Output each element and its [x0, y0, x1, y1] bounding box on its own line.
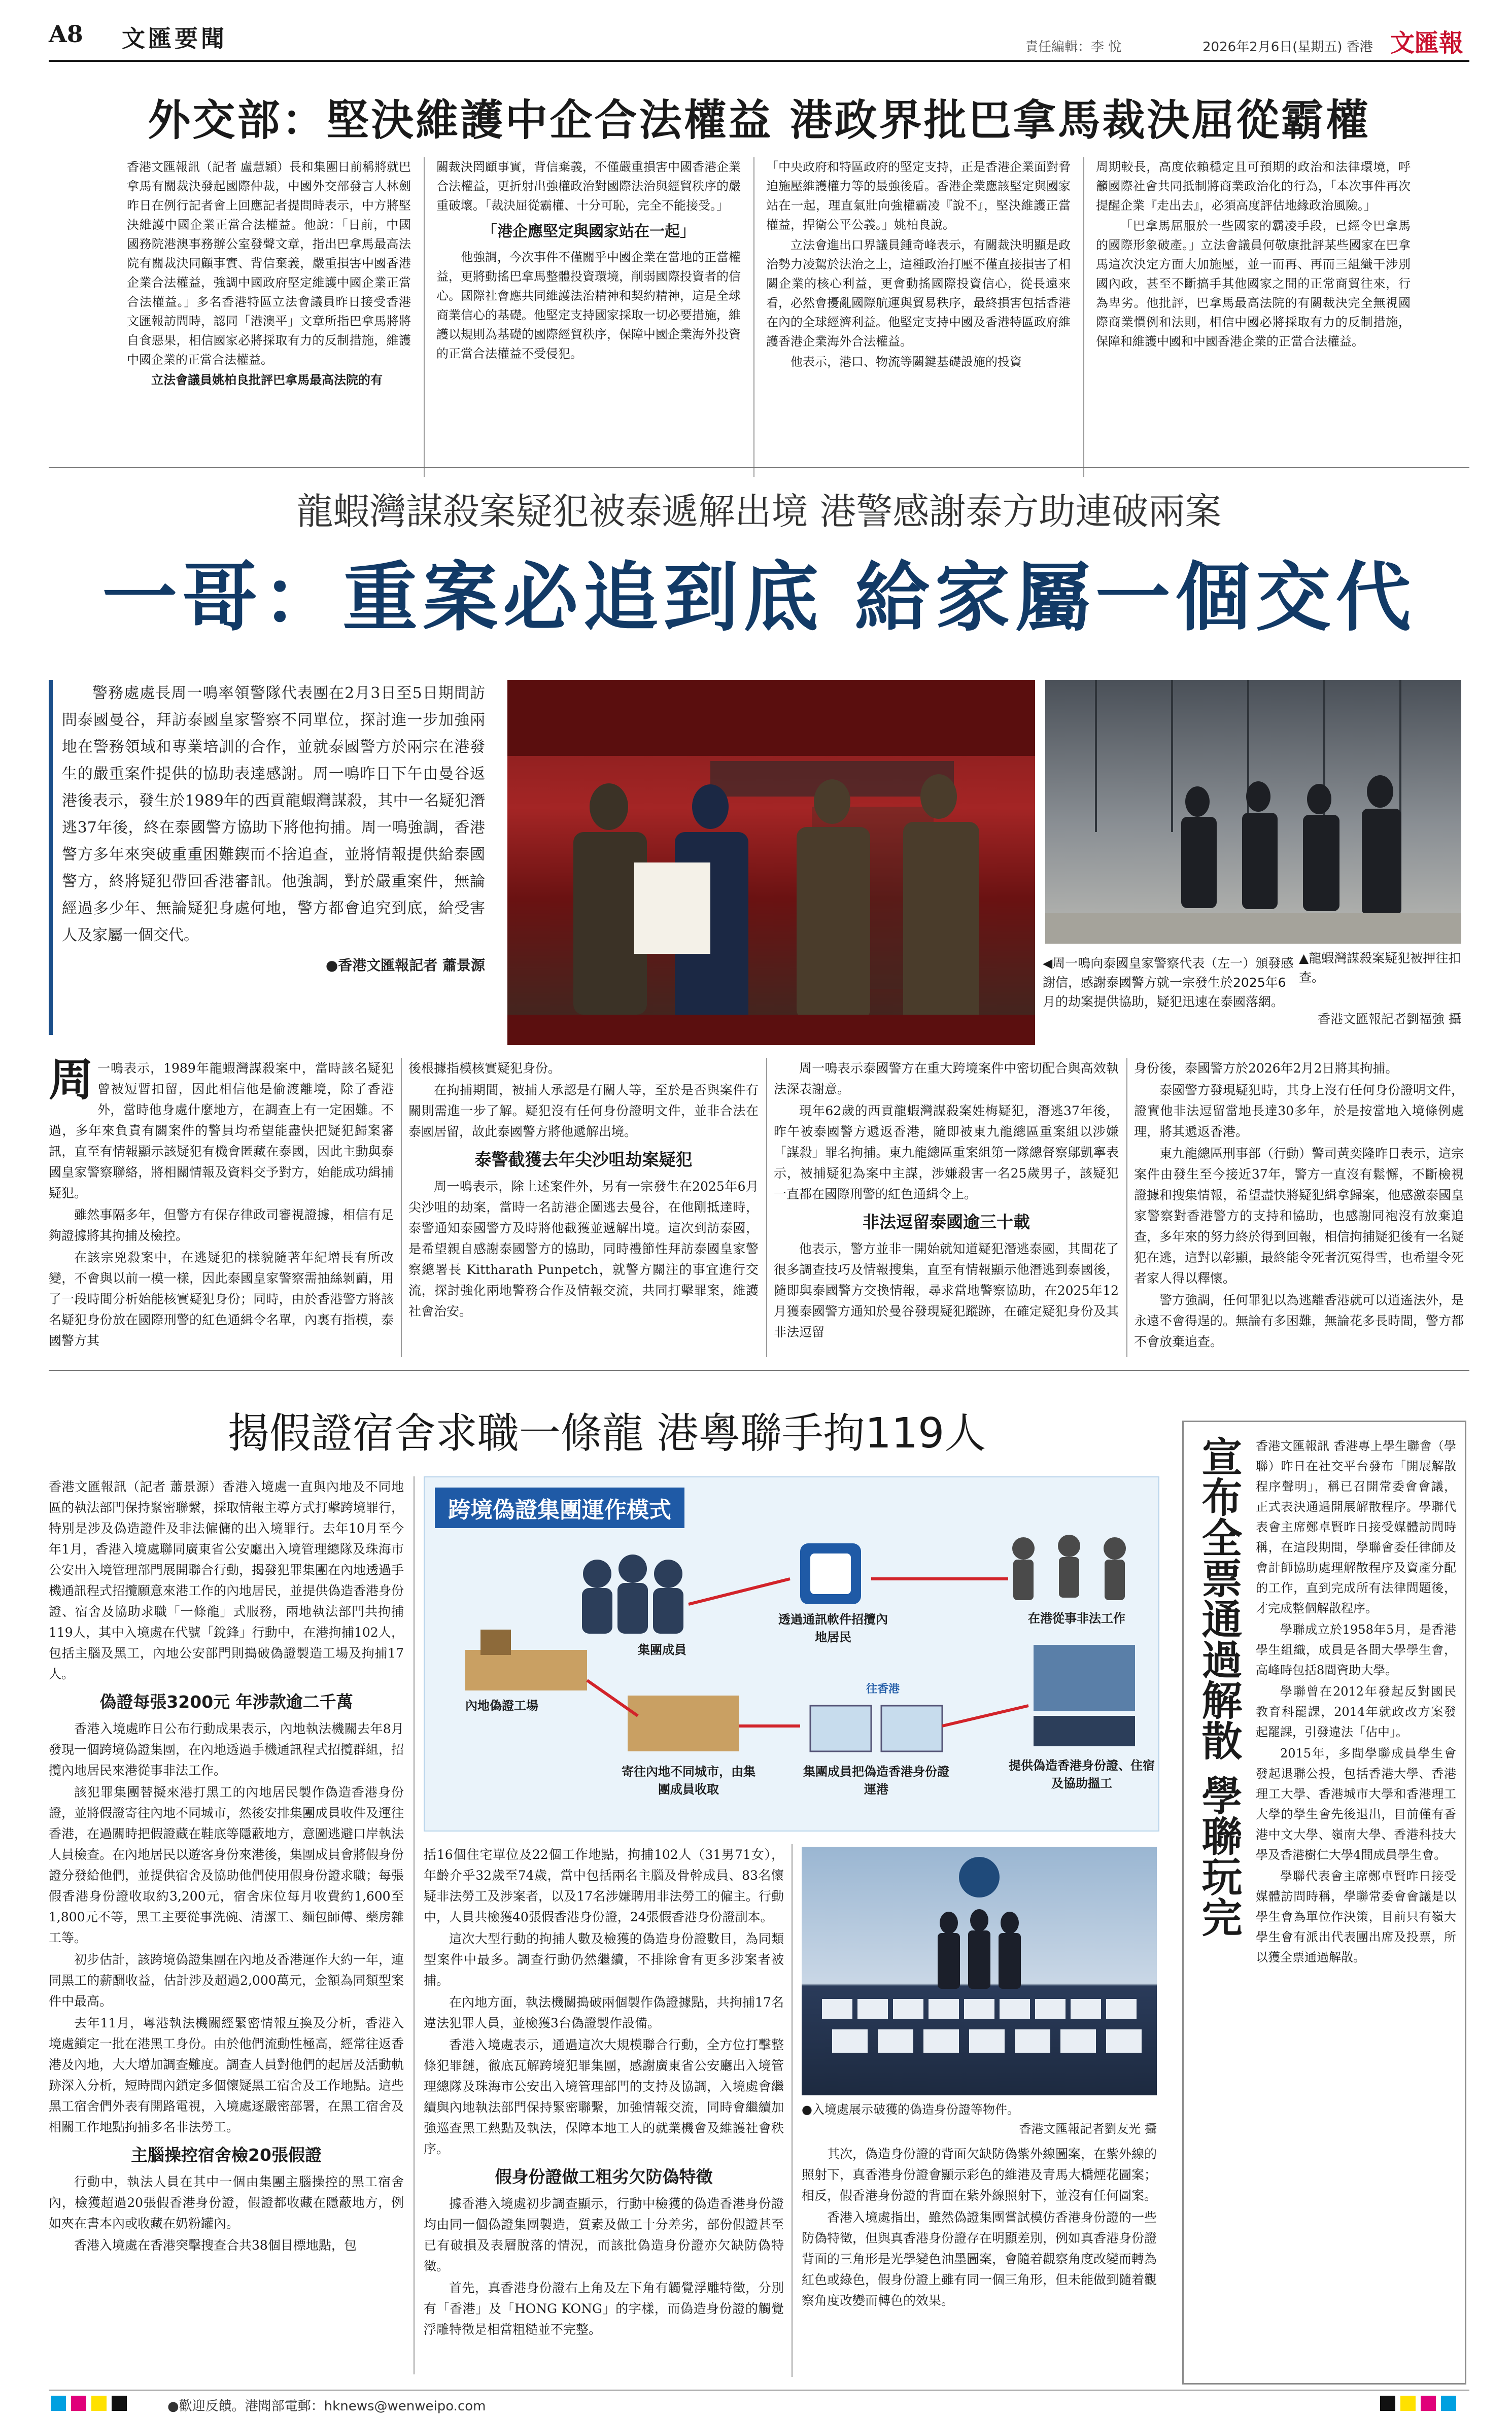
- story2-col2-subhead: 泰警截獲去年尖沙咀劫案疑犯: [474, 1150, 693, 1169]
- story2-col1-para3: 在該宗兇殺案中，在逃疑犯的樣貌隨著年紀增長有所改變，不會與以前一模一樣，因此泰國皇家警察需抽絲剝繭，用了一段時間分析始能核實疑犯身份；同時，由於香港警方將該名疑犯身份放在國際刑警的紅色通緝令名單，內裏有指模，泰國警方其: [49, 1250, 394, 1348]
- infographic-title: 跨境偽證集團運作模式: [435, 1488, 684, 1528]
- story3-col1-para3: 該犯罪集團替擬來港打黑工的內地居民製作偽造香港身份證，並將假證寄往內地不同城市，然後安排集團成員收件及運往香港，在過關時把假證藏在鞋底等隱蔽地方，意圖逃避口岸執法人員檢查。在內地居民以遊客身份來港後，集團成員會將假身份證分發給他們，並提供宿舍及協助他們使用假身份證求職；每張假香港身份證收取約3,200元，宿舍床位每月收費約1,600至1,800元不等，黑工主要從事洗碗、清潔工、麵包師傅、藥房雜工等。: [49, 1785, 404, 1945]
- story4-headline: 宣布全票通過解散 學聯玩完: [1195, 1436, 1242, 1937]
- story3-col2-para6: 首先，真香港身份證右上角及左下角有觸覺浮雕特徵，分別有「香港」及「HONG KONG」的字樣，而偽造身份證的觸覺浮雕特徵是相當粗糙並不完整。: [424, 2281, 784, 2337]
- info-label-recruit: 透過通訊軟件招攬內地居民: [778, 1612, 888, 1644]
- story2-dropcap: 周: [49, 1058, 94, 1106]
- story4-para2: 學聯成立於1958年5月，是香港學生組織，成員是各間大學學生會，高峰時包括8間資助大學。: [1256, 1622, 1456, 1677]
- story2-col2-para2: 在拘捕期間，被捕人承認是有關人等，至於是否與案件有關則需進一步了解。疑犯沒有任何身份證明文件，並非合法在泰國居留，故此泰國警方將他遞解出境。: [408, 1083, 759, 1139]
- color-bar-cyan-2: [1441, 2396, 1456, 2411]
- story4-para3: 學聯曾在2012年發起反對國民教育科罷課，2014年就政改方案發起罷課，引發違法「佔中」。: [1256, 1684, 1456, 1739]
- story3-col2-para2: 這次大型行動的拘捕人數及檢獲的偽造身份證數目，為同類型案件中最多。調查行動仍然繼續，不排除會有更多涉案者被捕。: [424, 1931, 784, 1988]
- story3-col1-para4: 初步估計，該跨境偽證集團在內地及香港運作大約一年，連同黑工的薪酬收益，估計涉及超過2,000萬元，金額為同類型案件中最高。: [49, 1952, 404, 2009]
- story3-col1-subhead: 偽證每張3200元 年涉款逾二千萬: [99, 1692, 353, 1712]
- story1-col1: [127, 157, 411, 482]
- press-scene: [802, 1847, 1157, 2095]
- story1-col3-text-a: 「中央政府和特區政府的堅定支持，正是香港企業面對脅迫施壓維護權力等的最強後盾。香港企業應該堅定與國家站在一起，理直氣壯向強權霸凌『說不』，堅決維護正當權益，捍衛公平公義。」姚柏良說。: [766, 160, 1071, 232]
- story3-col2-para4: 香港入境處表示，通過這次大規模聯合行動，全方位打擊整條犯罪鏈，徹底瓦解跨境犯罪集團，感謝廣東省公安廳出入境管理總隊及珠海市公安出入境管理部門的支持及協調，入境處會繼續與內地執法部門保持緊密聯繫，加強情報交流，同時會繼續加強巡查黑工熱點及執法，保障本地工人的就業機會及維護社會秩序。: [424, 2038, 784, 2156]
- story2-col1-text: 一鳴表示，1989年龍蝦灣謀殺案中，當時該名疑犯曾被短暫扣留，因此相信他是偷渡離境，除了香港外，當時他身處什麼地方，在調查上有一定困難。不過，多年來負責有關案件的警員均希望能盡快把疑犯歸案審訊，直至有情報顯示該疑犯有機會匿藏在泰國，因此主動與泰國皇家警察聯絡，將相關情報及資料交予對方，始能成功緝捕疑犯。: [49, 1061, 394, 1200]
- story2-col3-para3: 他表示，警方並非一開始就知道疑犯潛逃泰國，其間花了很多調查技巧及情報搜集，直至有情報顯示他潛逃到泰國後，隨即與泰國警方交換情報，尋求當地警察協助，在2025年12月獲泰國警方通知於曼谷發現疑犯蹤跡，在確定疑犯身份及其非法逗留: [774, 1241, 1119, 1339]
- info-label-mail: 寄往內地不同城市，由集團成員收取: [622, 1765, 755, 1797]
- story4-para1: 香港文匯報訊 香港專上學生聯會（學聯）昨日在社交平台發布「開展解散程序聲明」，稱已召開常委會會議，正式表決通過開展解散程序。學聯代表會主席鄭卓賢昨日接受媒體訪問時稱，在這段期間，學聯會委任律師及會計師協助處理解散程序及資產分配的工作，直到完成所有法律問題後，才完成整個解散程序。: [1256, 1439, 1456, 1615]
- story2-col2: [408, 1058, 759, 1372]
- story2-col3-subhead: 非法逗留泰國逾三十載: [863, 1212, 1030, 1232]
- story2-headline: 一哥：重案必追到底 給家屬一個交代: [102, 553, 1416, 641]
- footer-feedback: ●歡迎反饋。港聞部電郵：hknews@wenweipo.com: [167, 2399, 486, 2414]
- story1-divider-2: [753, 157, 754, 477]
- story1-col2-text-a: 關裁決罔顧事實，背信棄義，不僅嚴重損害中國香港企業合法權益，更折射出強權政治對國際法治與經貿秩序的嚴重破壞。「裁決屈從霸權、十分可恥，完全不能接受。」: [436, 160, 741, 213]
- masthead-rule: [49, 60, 1469, 62]
- footer-rule: [49, 2390, 1469, 2391]
- story3-divider-2: [792, 1844, 793, 2377]
- story3-col1-para2: 香港入境處昨日公布行動成果表示，內地執法機關去年8月發現一個跨境偽證集團，在內地透過手機通訊程式招攬群組，招攬內地居民來港從事非法工作。: [49, 1721, 404, 1778]
- info-label-factory: 內地偽證工場: [465, 1699, 538, 1713]
- story1-col3-text-b: 立法會進出口界議員鍾奇峰表示，有關裁決明顯是政治勢力凌駕於法治之上，這種政治打壓不僅直接損害了相關企業的核心利益，更會動搖國際投資信心，從長遠來看，必然會擾亂國際航運與貿易秩序，最終損害包括香港在內的全球經濟利益。他堅定支持中國及香港特區政府維護香港企業海外合法權益。: [766, 238, 1071, 349]
- story1-col3-text-c: 他表示，港口、物流等關鍵基礎設施的投資: [791, 355, 1022, 369]
- story1-divider-1: [424, 157, 425, 477]
- info-label-gang: 集團成員: [638, 1643, 686, 1657]
- story3-headline: 揭假證宿舍求職一條龍 港粵聯手拘119人: [227, 1409, 986, 1458]
- color-bar-cyan: [51, 2396, 66, 2411]
- story3-col3-para1: 其次，偽造身份證的背面欠缺防偽紫外線圖案，在紫外線的照射下，真香港身份證會顯示彩色的維港及青馬大橋煙花圖案；相反，假香港身份證的背面在紫外線照射下，並沒有任何圖案。: [802, 2147, 1157, 2203]
- story3-infographic: [424, 1476, 1159, 1832]
- story2-col4-para1: 身份後，泰國警方於2026年2月2日將其拘捕。: [1134, 1061, 1398, 1076]
- story4-body: [1256, 1436, 1456, 2379]
- story3-photo-credit: 香港文匯報記者劉友光 攝: [1019, 2122, 1157, 2136]
- story1-bottom-rule: [49, 467, 1469, 468]
- story2-byline: ●香港文匯報記者 蕭景源: [325, 957, 485, 974]
- story2-photo2-credit: 香港文匯報記者劉福強 攝: [1318, 1012, 1461, 1026]
- story2-col4: [1134, 1058, 1464, 1372]
- story2-lead-text: 警務處處長周一鳴率領警隊代表團在2月3日至5日期間訪問泰國曼谷，拜訪泰國皇家警察不同單位，探討進一步加強兩地在警務領域和專業培訓的合作，並就泰國警方於兩宗在港發生的嚴重案件提供的協助表達感謝。周一鳴昨日下午由曼谷返港後表示，發生於1989年的西貢龍蝦灣謀殺，其中一名疑犯潛逃37年後，終在泰國警方協助下將他拘捕。周一鳴強調，香港警方多年來突破重重困難鍥而不捨追查，並將情報提供給泰國警方，終將疑犯帶回香港審訊。他強調，對於嚴重案件，無論經過多少年、無論疑犯身處何地，警方都會追究到底，給受害人及家屬一個交代。: [62, 684, 485, 944]
- ceremony-scene: [507, 680, 1035, 1045]
- info-label-stamp: 往香港: [866, 1683, 900, 1696]
- story2-col1: [49, 1058, 394, 1372]
- editor-credit: 責任編輯：李 悅: [1025, 40, 1122, 55]
- color-bar-yellow-2: [1400, 2396, 1416, 2411]
- story2-escort-photo: [1045, 680, 1461, 944]
- story1-col2: [436, 157, 741, 482]
- story3-col2-para3: 在內地方面，執法機關搗破兩個製作偽證據點，共拘捕17名違法犯罪人員，並檢獲3台偽證製作設備。: [424, 1995, 784, 2030]
- story2-lead: [49, 680, 485, 1035]
- story2-bottom-rule: [49, 1370, 1469, 1371]
- info-label-smuggle: 集團成員把偽造香港身份證運港: [803, 1765, 949, 1797]
- story2-ceremony-photo: [507, 680, 1035, 1045]
- story2-col3-para1: 周一鳴表示泰國警方在重大跨境案件中密切配合與高效執法深表謝意。: [774, 1061, 1119, 1096]
- story3-col1-para1: 香港文匯報訊（記者 蕭景源）香港入境處一直與內地及不同地區的執法部門保持緊密聯繫，採取情報主導方式打擊跨境罪行，特別是涉及偽造證件及非法僱傭的出入境罪行。去年10月至今年1月，香港入境處聯同廣東省公安廳出入境管理總隊及珠海市公安出入境管理部門展開聯合行動，揭發犯罪集團在內地透過手機通訊程式招攬願意來港工作的內地居民，並提供偽造香港身份證、宿舍及協助求職「一條龍」式服務，兩地執法部門共拘捕119人，其中入境處在代號「銳鋒」行動中，在港拘捕102人，包括主腦及黑工，內地公安部門則搗破偽證製造工場及拘捕17人。: [49, 1479, 404, 1681]
- story2-col1-para2: 雖然事隔多年，但警方有保存律政司審視證據，相信有足夠證據將其拘捕及檢控。: [49, 1207, 394, 1243]
- story1-col1-text: 香港文匯報訊（記者 盧慧穎）長和集團日前稱將就巴拿馬有關裁決發起國際仲裁，中國外交部發言人林劍昨日在例行記者會上回應記者提問時表示，中方將堅決維護中國企業正當合法權益。他說：「日前，中國國務院港澳事務辦公室發聲文章，指出巴拿馬最高法院有關裁決同顧事實、背信棄義，嚴重損害中國香港企業合法權益，強調中國政府堅定維護中國企業正當合法權益。」多名香港特區立法會議員昨日接受香港文匯報訪問時，認同「港澳平」文章所指巴拿馬將將自食惡果，相信國家必將採取有力的反制措施，維護中國企業的正當合法權益。: [127, 160, 411, 367]
- story1-col1-tail: [127, 370, 411, 390]
- story2-divider-2: [766, 1058, 767, 1357]
- story3-col1-para5: 去年11月，粵港執法機關經緊密情報互換及分析，香港入境處鎖定一批在港黑工身份。由於他們流動性極高，經常往返香港及內地，大大增加調查難度。調查人員對他們的起居及活動軌跡深入分析，短時間內鎖定多個懷疑黑工宿舍及工作地點。這些黑工宿舍們外表有開路電視，入境處逐嚴密部署，在黑工宿舍及相關工作地點拘捕多名非法勞工。: [49, 2016, 404, 2134]
- story3-press-photo: [802, 1847, 1157, 2095]
- story1-col4: [1096, 157, 1411, 482]
- story2-col4-para3: 東九龍總區刑事部（行動）警司黃奕隆昨日表示，這宗案件由發生至今接近37年，警方一直沒有鬆懈，不斷檢視證據和搜集情報，希望盡快將疑犯緝拿歸案，他感激泰國皇家警察對香港警方的支持和協助，也感謝同袍沒有放棄追查，多年來的努力終於得到回報，相信拘捕疑犯後有一名疑犯在逃，這對以彰顯，最終能令死者沉冤得雪，也希望令死者家人得以釋懷。: [1134, 1146, 1464, 1286]
- story3-divider-1: [414, 1476, 415, 2374]
- color-bar-magenta-2: [1421, 2396, 1436, 2411]
- story2-col2-para1: 後根據指模核實疑犯身份。: [408, 1061, 561, 1076]
- story2-col4-para4: 警方強調，任何罪犯以為逃離香港就可以逍遙法外，是永遠不會得逞的。無論有多困難，無論花多長時間，警方都不會放棄追查。: [1134, 1293, 1464, 1349]
- story2-col2-para3: 周一鳴表示，除上述案件外，另有一宗發生在2025年6月尖沙咀的劫案，當時一名訪港企圖逃去曼谷，在他剛抵達時，泰警通知泰國警方及時將他截獲並遞解出境。這次到訪泰國，是希望親自感謝泰國警方的協助，同時禮節性拜訪泰國皇家警察總署長 Kittharath Punpetch，就警方關注的事宜進行交流，探討強化兩地警務合作及情報交流，共同打擊罪案，維護社會治安。: [408, 1179, 759, 1319]
- story1-headline: 外交部：堅決維護中企合法權益 港政界批巴拿馬裁決屈從霸權: [148, 95, 1370, 145]
- section-title: 文匯要聞: [122, 25, 227, 52]
- story2-divider-3: [1126, 1058, 1127, 1357]
- story2-photo2-caption: ▲龍蝦灣謀殺案疑犯被押往扣查。: [1299, 951, 1461, 985]
- story1-divider-3: [1083, 157, 1084, 477]
- color-bar-black: [112, 2396, 127, 2411]
- story1-col2-subhead: 「港企應堅定與國家站在一起」: [482, 223, 695, 240]
- story3-photo-caption: ●入境處展示破獲的偽造身份證等物件。: [802, 2102, 1019, 2117]
- story1-col1-tail-text: 立法會議員姚柏良批評巴拿馬最高法院的有: [151, 373, 383, 387]
- story2-kicker: 龍蝦灣謀殺案疑犯被泰遞解出境 港警感謝泰方助連破兩案: [296, 490, 1222, 533]
- story3-col1-para6: 行動中，執法人員在其中一個由集團主腦操控的黑工宿舍內，檢獲超過20張假香港身份證，假證都收藏在隱蔽地方，例如夾在書本內或收藏在奶粉罐內。: [49, 2174, 404, 2231]
- story3-col2-para5: 據香港入境處初步調查顯示，行動中檢獲的偽造香港身份證均由同一個偽證集團製造，質素及做工十分差劣，部份假證甚至已有破損及表層脫落的情況，而該批偽造身份證亦欠缺防偽特徵。: [424, 2196, 784, 2273]
- story3-col1: [49, 1476, 404, 2385]
- info-label-work: 在港從事非法工作: [1028, 1611, 1125, 1626]
- story1-col4-text-a: 周期較長，高度依賴穩定且可預期的政治和法律環境，呼籲國際社會共同抵制將商業政治化的行為，「本次事件再次提醒企業『走出去』，必須高度評估地緣政治風險。」: [1096, 160, 1411, 213]
- story2-col3-para2: 現年62歲的西貢龍蝦灣謀殺案姓梅疑犯，潛逃37年後，昨午被泰國警方遞返香港，隨即被東九龍總區重案組以涉嫌「謀殺」罪名拘捕。東九龍總區重案組第一隊總督察鄔凱寧表示，被捕疑犯為案中主謀，涉嫌殺害一名25歲男子，該疑犯一直都在國際刑警的紅色通緝令上。: [774, 1103, 1119, 1201]
- story3-col1-para7: 香港入境處在香港突擊搜查合共38個目標地點，包: [74, 2238, 357, 2253]
- story3-col2-subhead: 假身份證做工粗劣欠防偽特徵: [495, 2167, 713, 2187]
- story2-col1-para1: [49, 1058, 394, 1203]
- story1-col3: [766, 157, 1071, 482]
- story3-col2: [424, 1844, 784, 2387]
- story2-photo1-caption: ◀周一鳴向泰國皇家警察代表（左一）頒發感謝信，感謝泰國警方就一宗發生於2025年6月的劫案提供協助，疑犯迅速在泰國落網。: [1043, 956, 1294, 1009]
- story4-para5: 學聯代表會主席鄭卓賢昨日接受媒體訪問時稱，學聯常委會會議是以學生會為單位作決策，目前只有嶺大學生會有派出代表團出席及投票，所以獲全票通過解散。: [1256, 1869, 1456, 1964]
- story3-col1-subhead2: 主腦操控宿舍檢20張假證: [131, 2145, 322, 2165]
- story1-col4-text-b: 「巴拿馬屈服於一些國家的霸凌手段，已經令巴拿馬的國際形象破產。」立法會議員何敬康批評某些國家在巴拿馬這次決定方面大加施壓，並一而再、再而三組織干涉別國內政，甚至不斷搞手其他國家之間的正常商貿往來，行為卑劣。他批評，巴拿馬最高法院的有關裁決完全無視國際商業慣例和法則，相信中國必將採取有力的反制措施，保障和維護中國和中國香港企業的正當合法權益。: [1096, 219, 1411, 349]
- page-number: A8: [49, 20, 83, 48]
- story2-col3: [774, 1058, 1119, 1372]
- color-bar-black-2: [1380, 2396, 1395, 2411]
- story4-para4: 2015年，多間學聯成員學生會發起退聯公投，包括香港大學、香港理工大學、香港城市大學和香港理工大學的學生會先後退出，目前僅有香港中文大學、嶺南大學、香港科技大學及香港樹仁大學4間成員學生會。: [1256, 1746, 1456, 1862]
- issue-date: 2026年2月6日(星期五) 香港: [1202, 40, 1373, 55]
- story3-col3: [802, 2144, 1157, 2387]
- story3-col3-para2: 香港入境處指出，雖然偽證集團嘗試模仿香港身份證的一些防偽特徵，但與真香港身份證存在明顯差別，例如真香港身份證背面的三角形是光學變色油墨圖案，會隨着觀察角度改變而轉為紅色或綠色，假身份證上雖有同一個三角形，但未能做到隨着觀察角度改變而轉色的效果。: [802, 2210, 1157, 2308]
- brand-logo: 文匯報: [1390, 29, 1464, 57]
- color-bar-yellow: [91, 2396, 107, 2411]
- story1-col2-text-b: 他強調，今次事件不僅關乎中國企業在當地的正當權益，更將動搖巴拿馬整體投資環境，削弱國際投資者的信心。國際社會應共同維護法治精神和契約精神，這是全球商業信心的基礎。他堅定支持國家採取一切必要措施，維護以規則為基礎的國際經貿秩序，保障中國企業海外投資的正當合法權益不受侵犯。: [436, 250, 741, 361]
- story2-divider-1: [401, 1058, 402, 1357]
- info-label-provide: 提供偽造香港身份證、住宿及協助搵工: [1009, 1758, 1155, 1790]
- story3-col2-para1: 括16個住宅單位及22個工作地點，拘捕102人（31男71女），年齡介乎32歲至74歲，當中包括兩名主腦及骨幹成員、83名懷疑非法勞工及涉案者，以及17名涉嫌聘用非法勞工的僱主。行動中，人員共檢獲40張假香港身份證，24張假香港身份證副本。: [424, 1847, 784, 1924]
- story2-col4-para2: 泰國警方發現疑犯時，其身上沒有任何身份證明文件，證實他非法逗留當地長達30多年，於是按當地入境條例處理，將其遞返香港。: [1134, 1083, 1464, 1139]
- color-bar-magenta: [71, 2396, 86, 2411]
- escort-scene: [1045, 680, 1461, 944]
